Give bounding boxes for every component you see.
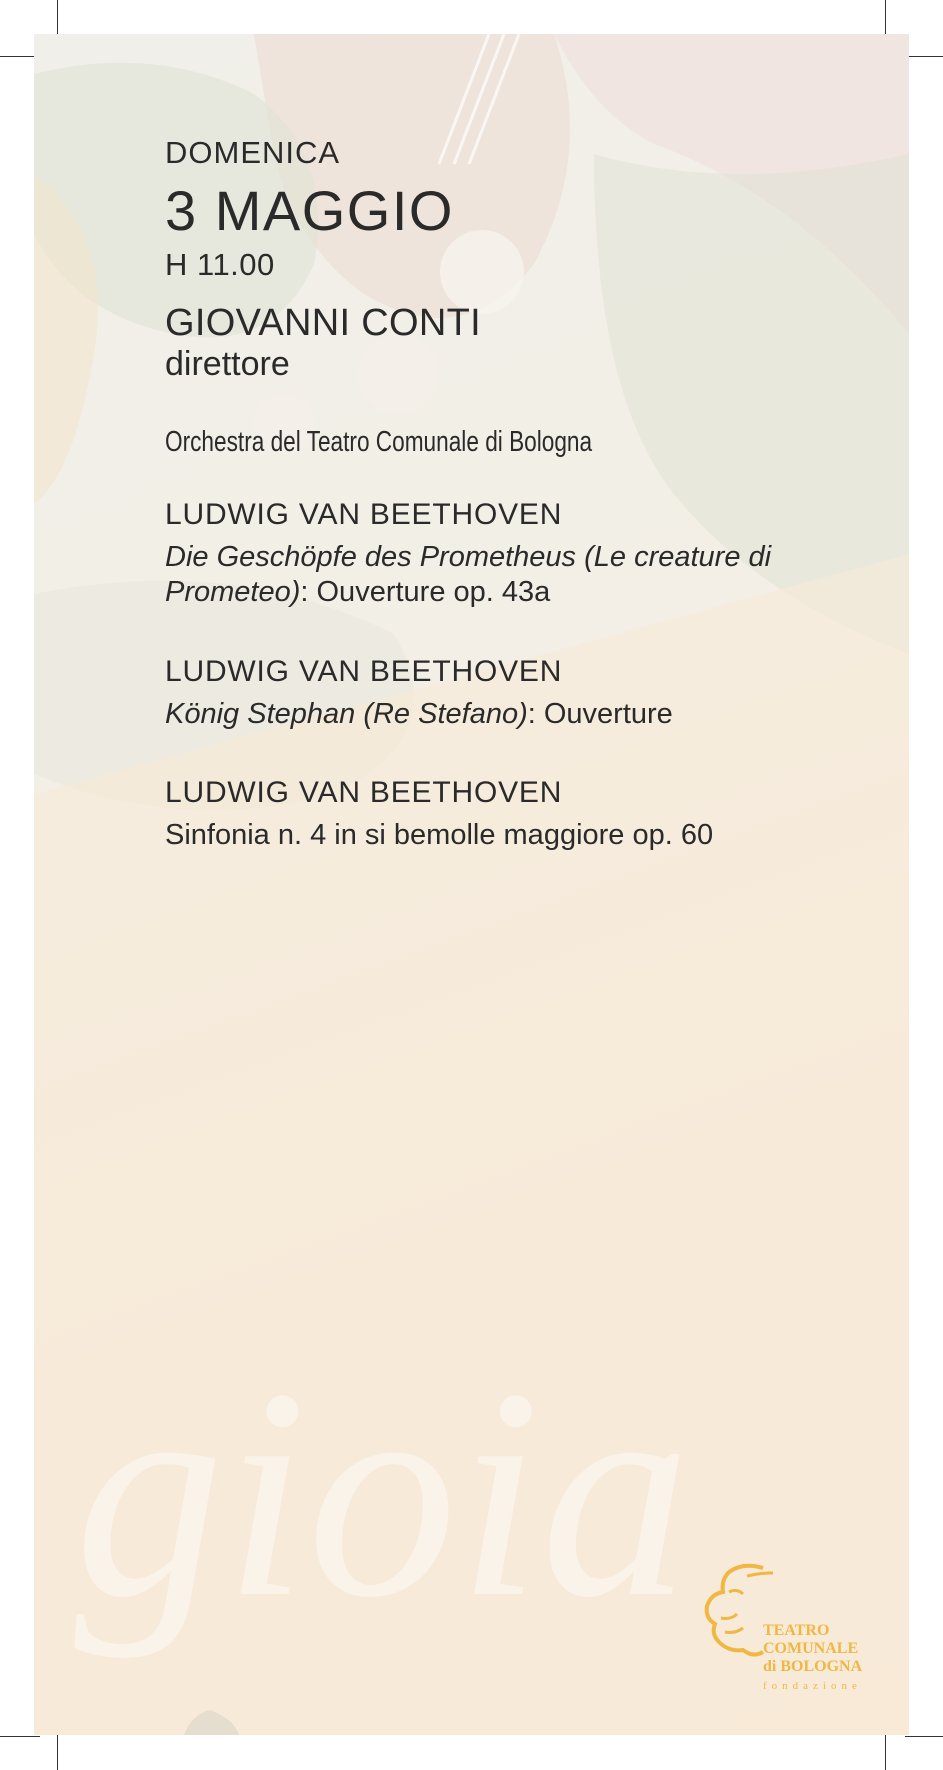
work-title [165,697,805,732]
event-day: DOMENICA [165,135,341,170]
crop-mark [905,56,943,57]
logo-line-2: COMUNALE [763,1640,859,1657]
program-item [165,776,805,853]
work-title-italic: Die Geschöpfe des Prometheus (Le creature di Prometeo) [165,541,772,608]
composer-name: LUDWIG VAN BEETHOVEN [165,498,563,531]
crop-mark [0,1736,40,1737]
logo-line-3: di BOLOGNA [763,1658,863,1675]
program-item [165,498,805,610]
watercolor-background [34,34,909,1735]
work-title [165,818,805,853]
work-title-italic: König Stephan (Re Stefano) [165,698,528,730]
composer-name: LUDWIG VAN BEETHOVEN [165,655,563,688]
work-title-rest: : Ouverture op. 43a [300,576,551,608]
orchestra-name: Orchestra del Teatro Comunale di Bologna [165,426,593,458]
conductor-role: direttore [165,345,290,383]
composer-name: LUDWIG VAN BEETHOVEN [165,776,563,809]
crop-mark [905,1736,943,1737]
logo-line-4: fondazione [763,1680,862,1692]
logo-line-1: TEATRO [763,1622,830,1639]
event-time: H 11.00 [165,247,275,282]
watermark-text: gioia [74,1327,691,1659]
event-date: 3 MAGGIO [165,179,454,242]
work-title-rest: : Ouverture [527,698,673,730]
program-item [165,655,805,732]
conductor-name: GIOVANNI CONTI [165,302,481,344]
work-title [165,540,805,610]
work-title-rest: Sinfonia n. 4 in si bemolle maggiore op. 60 [165,819,714,851]
concert-card [34,34,909,1735]
teatro-comunale-logo [703,1562,883,1702]
